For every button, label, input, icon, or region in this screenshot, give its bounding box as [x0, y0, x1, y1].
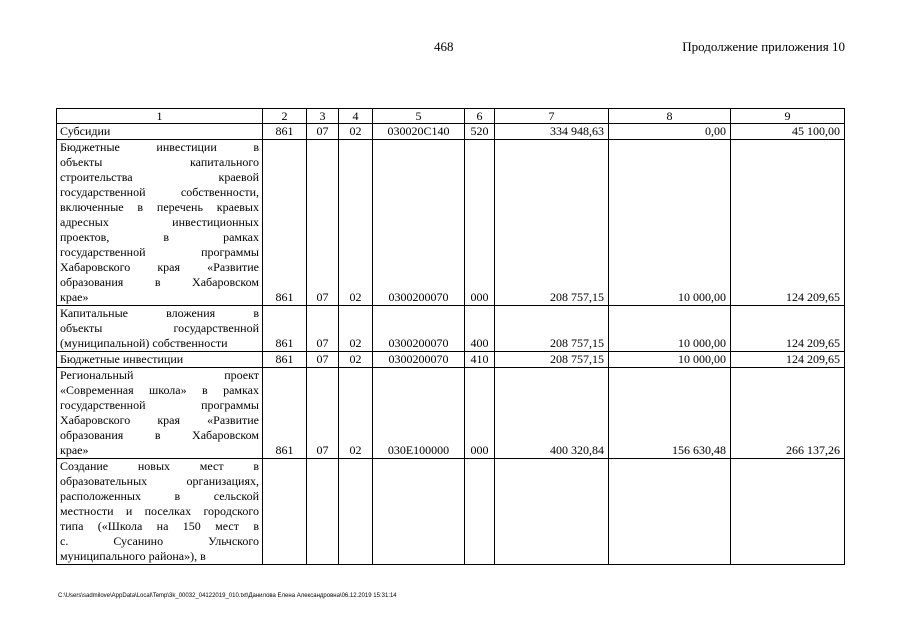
- row-name-line: государственной программы: [60, 245, 259, 259]
- subsection-code: [339, 459, 373, 565]
- expense-type-code: 410: [465, 352, 495, 368]
- amount-col8: 0,00: [609, 124, 731, 140]
- amount-col7: [495, 459, 609, 565]
- row-name-line: объекты государственной: [60, 321, 259, 335]
- subsection-code: 02: [339, 352, 373, 368]
- row-name-line: государственной собственности,: [60, 185, 259, 199]
- subsection-code: 02: [339, 140, 373, 306]
- table-row: [57, 140, 845, 306]
- amount-col8: 156 630,48: [609, 368, 731, 459]
- amount-col8: 10 000,00: [609, 306, 731, 352]
- row-name-line: «Современная школа» в рамках: [60, 383, 259, 397]
- column-header: 2: [263, 109, 307, 124]
- amount-col9: 266 137,26: [731, 368, 845, 459]
- amount-col8: 10 000,00: [609, 352, 731, 368]
- row-name-line: муниципального района»), в: [60, 549, 206, 563]
- row-name-line: Субсидии: [60, 124, 111, 138]
- section-code: 07: [307, 368, 339, 459]
- ved-code: 861: [263, 352, 307, 368]
- amount-col9: 124 209,65: [731, 306, 845, 352]
- row-name-line: образовательных организациях,: [60, 474, 259, 488]
- target-article-code: [373, 459, 465, 565]
- row-name-line: с. Сусанино Ульчского: [60, 534, 259, 548]
- row-name: [57, 124, 263, 140]
- column-header: 8: [609, 109, 731, 124]
- section-code: [307, 459, 339, 565]
- section-code: 07: [307, 140, 339, 306]
- target-article-code: 030E100000: [373, 368, 465, 459]
- row-name-line: государственной программы: [60, 398, 259, 412]
- amount-col9: 124 209,65: [731, 352, 845, 368]
- table-row: [57, 459, 845, 565]
- page-number: 468: [434, 39, 454, 54]
- amount-col9: [731, 459, 845, 565]
- amount-col9: 124 209,65: [731, 140, 845, 306]
- row-name-line: строительства краевой: [60, 170, 259, 184]
- row-name-line: Бюджетные инвестиции в: [60, 140, 259, 154]
- row-name-line: проектов, в рамках: [60, 230, 259, 244]
- amount-col7: 208 757,15: [495, 352, 609, 368]
- ved-code: 861: [263, 124, 307, 140]
- file-path-footer: C:\Users\sadmilove\AppData\Local\Temp\3k_00032_04122019_010.txt\Данилова Елена Александровна\06.12.2019 15:31:14: [58, 593, 397, 599]
- amount-col7: 208 757,15: [495, 306, 609, 352]
- table-row: [57, 306, 845, 352]
- budget-table: [56, 108, 845, 565]
- amount-col7: 334 948,63: [495, 124, 609, 140]
- row-name: [57, 459, 263, 565]
- row-name-line: типа («Школа на 150 мест в: [60, 519, 259, 533]
- amount-col9: 45 100,00: [731, 124, 845, 140]
- subsection-code: 02: [339, 124, 373, 140]
- expense-type-code: 400: [465, 306, 495, 352]
- section-code: 07: [307, 352, 339, 368]
- expense-type-code: 520: [465, 124, 495, 140]
- ved-code: 861: [263, 306, 307, 352]
- column-header: 9: [731, 109, 845, 124]
- row-name: [57, 140, 263, 306]
- row-name-line: включенные в перечень краевых: [60, 200, 259, 214]
- target-article-code: 0300200070: [373, 306, 465, 352]
- row-name-line: (муниципальной) собственности: [60, 336, 228, 350]
- row-name-line: Хабаровского края «Развитие: [60, 413, 259, 427]
- ved-code: [263, 459, 307, 565]
- column-header: 7: [495, 109, 609, 124]
- subsection-code: 02: [339, 368, 373, 459]
- expense-type-code: 000: [465, 140, 495, 306]
- row-name-line: местности и поселках городского: [60, 504, 259, 518]
- column-header: 6: [465, 109, 495, 124]
- row-name-line: расположенных в сельской: [60, 489, 259, 503]
- row-name-line: Хабаровского края «Развитие: [60, 260, 259, 274]
- row-name: [57, 306, 263, 352]
- table-row: [57, 352, 845, 368]
- target-article-code: 030020C140: [373, 124, 465, 140]
- amount-col8: 10 000,00: [609, 140, 731, 306]
- row-name-line: образования в Хабаровском: [60, 428, 259, 442]
- subsection-code: 02: [339, 306, 373, 352]
- row-name: [57, 368, 263, 459]
- row-name-line: Создание новых мест в: [60, 459, 259, 473]
- amount-col7: 208 757,15: [495, 140, 609, 306]
- row-name-line: Капитальные вложения в: [60, 306, 259, 320]
- row-name-line: образования в Хабаровском: [60, 275, 259, 289]
- amount-col8: [609, 459, 731, 565]
- table-header-row: [57, 109, 845, 124]
- table-row: [57, 368, 845, 459]
- column-header: 5: [373, 109, 465, 124]
- expense-type-code: 000: [465, 368, 495, 459]
- row-name-line: объекты капитального: [60, 155, 259, 169]
- section-code: 07: [307, 306, 339, 352]
- column-header: 4: [339, 109, 373, 124]
- table-row: [57, 124, 845, 140]
- ved-code: 861: [263, 368, 307, 459]
- section-code: 07: [307, 124, 339, 140]
- row-name-line: Региональный проект: [60, 368, 259, 382]
- expense-type-code: [465, 459, 495, 565]
- target-article-code: 0300200070: [373, 140, 465, 306]
- amount-col7: 400 320,84: [495, 368, 609, 459]
- row-name-line: адресных инвестиционных: [60, 215, 259, 229]
- row-name: [57, 352, 263, 368]
- row-name-line: Бюджетные инвестиции: [60, 352, 184, 366]
- target-article-code: 0300200070: [373, 352, 465, 368]
- ved-code: 861: [263, 140, 307, 306]
- column-header: 3: [307, 109, 339, 124]
- row-name-line: крае»: [60, 443, 89, 457]
- row-name-line: крае»: [60, 290, 89, 304]
- column-header: 1: [57, 109, 263, 124]
- appendix-label: Продолжение приложения 10: [682, 39, 845, 54]
